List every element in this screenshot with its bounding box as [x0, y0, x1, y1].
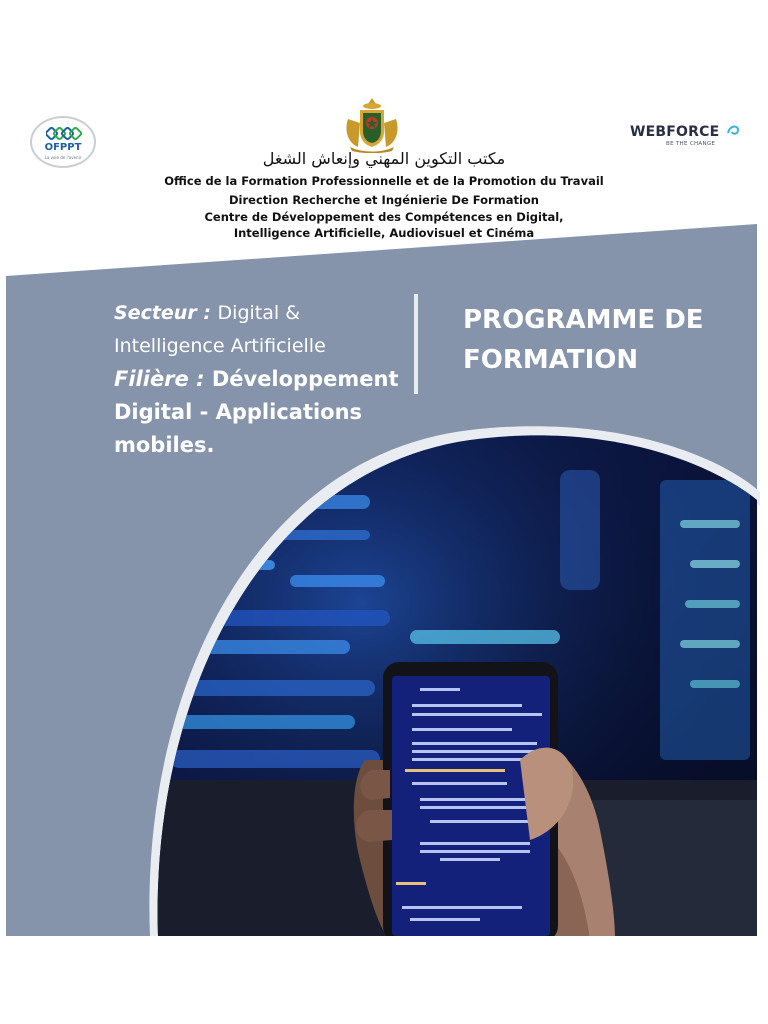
header-line-domains: Intelligence Artificielle, Audiovisuel et Cinéma — [233, 226, 535, 240]
sector-line — [114, 297, 414, 363]
header-line-office: Office de la Formation Professionnelle et de la Promotion du Travail — [164, 174, 604, 188]
vertical-divider — [414, 294, 418, 394]
ofppt-logo-icon — [46, 127, 82, 141]
sector-value: Digital & Intelligence Artificielle — [114, 302, 326, 357]
webforce-swirl-icon — [726, 123, 740, 137]
filiere-line — [114, 363, 414, 462]
webforce-logo-tagline: BE THE CHANGE — [666, 141, 716, 147]
filiere-separator: : — [188, 367, 212, 391]
ofppt-logo — [30, 116, 96, 168]
sector-block — [114, 297, 414, 462]
arabic-institution-name: مكتب التكوين المهني وإنعاش الشغل — [262, 149, 506, 168]
sector-label: Secteur — [114, 302, 197, 324]
webforce-logo-text: WEBFORCE — [630, 124, 720, 140]
header-line-centre: Centre de Développement des Compétences en Digital, — [204, 210, 564, 224]
moroccan-coat-of-arms-icon — [338, 97, 406, 153]
header-line-direction: Direction Recherche et Ingénierie De Formation — [229, 193, 539, 207]
program-title: PROGRAMME DE FORMATION — [463, 305, 704, 375]
ofppt-logo-text: OFPPT — [44, 142, 82, 153]
filiere-value: Développement Digital - Applications mobiles. — [114, 367, 399, 457]
filiere-label: Filière — [114, 367, 189, 391]
sector-separator: : — [196, 302, 218, 324]
webforce-logo — [630, 122, 742, 150]
ofppt-logo-tagline: La voie de l'avenir — [44, 155, 82, 160]
